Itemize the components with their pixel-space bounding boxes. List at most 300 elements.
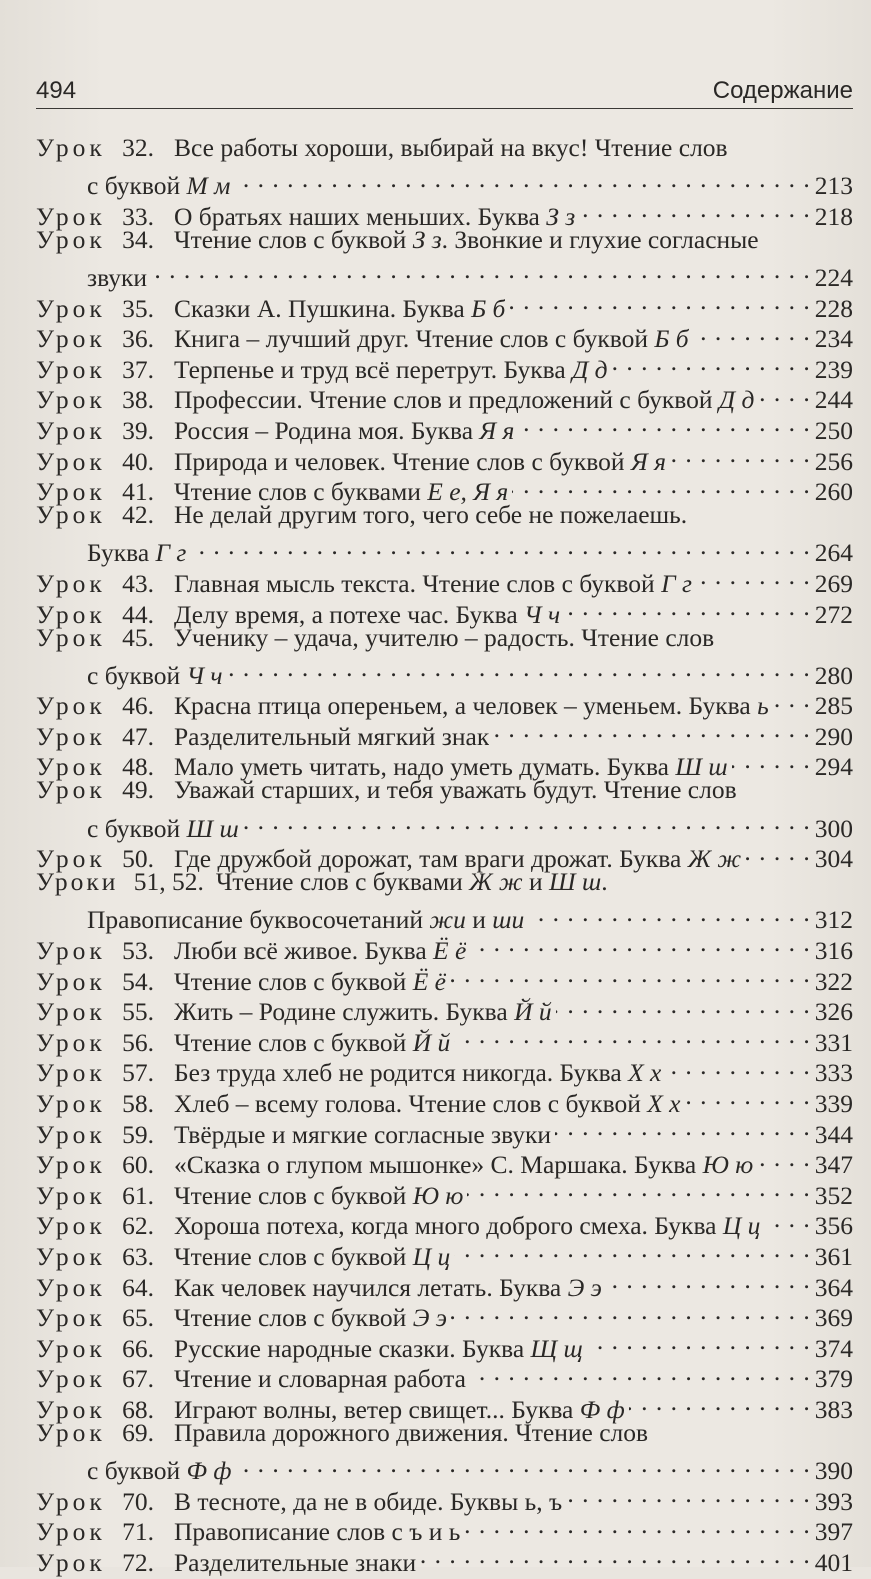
toc-line <box>36 745 853 782</box>
entry-title-text: Без труда хлеб не родится никогда. Буква <box>174 1058 629 1088</box>
entry-title-text: Жить – Родине служить. Буква <box>174 997 515 1027</box>
dot-leader <box>493 714 811 745</box>
entry-title-text: Чтение слов с буквой <box>174 1241 413 1271</box>
lesson-word: Урок <box>36 752 106 782</box>
letter-italic: Ф ф <box>186 1456 232 1486</box>
entry-title-text: Главная мысль текста. Чтение слов с буквой <box>174 568 662 598</box>
entry-title-text: с буквой <box>87 1456 187 1486</box>
toc-line <box>36 286 853 323</box>
toc-entry[interactable] <box>36 1051 853 1088</box>
lesson-word: Урок <box>36 997 106 1027</box>
entry-title-text: Хлеб – всему голова. Чтение слов с буквой <box>174 1089 648 1118</box>
lesson-word: Урок <box>36 844 106 874</box>
letter-italic: Э э <box>412 1303 448 1333</box>
dot-leader <box>732 745 811 776</box>
toc-line <box>36 898 853 935</box>
toc-line <box>36 1387 853 1424</box>
toc-entry[interactable] <box>36 1112 853 1149</box>
lesson-number: 41. <box>122 477 154 507</box>
toc-entry[interactable] <box>36 684 853 721</box>
toc-entry[interactable] <box>36 1081 853 1118</box>
entry-title-text: Терпенье и труд всё перетрут. Буква <box>174 354 573 384</box>
toc-line <box>36 439 853 476</box>
page-reference: 272 <box>814 599 853 629</box>
toc-entry[interactable] <box>36 745 853 782</box>
toc-entry[interactable] <box>36 990 853 1027</box>
lesson-number: 72. <box>122 1547 154 1577</box>
letter-italic: Щ щ <box>530 1333 583 1363</box>
letter-italic: Д д <box>572 354 608 384</box>
page-reference: 369 <box>814 1303 853 1333</box>
lesson-label <box>36 1418 174 1449</box>
entry-title-text: с буквой <box>87 660 187 690</box>
toc-line <box>36 684 853 721</box>
letter-italic: Ч ч <box>186 660 223 690</box>
letter-italic: М м <box>186 171 231 201</box>
dot-leader <box>528 898 811 929</box>
toc-line <box>36 561 853 598</box>
page-reference: 393 <box>814 1486 853 1516</box>
lesson-label <box>36 1548 174 1579</box>
dot-leader <box>579 194 811 225</box>
letter-italic: Е е, Я я <box>427 477 509 507</box>
page-reference: 361 <box>814 1241 853 1271</box>
page-reference: 326 <box>814 997 853 1027</box>
lesson-word: Урок <box>36 1547 106 1577</box>
toc-entry[interactable] <box>36 286 853 323</box>
page-reference: 280 <box>814 660 853 690</box>
lesson-number: 51, 52. <box>133 867 204 897</box>
page-reference: 300 <box>814 813 853 843</box>
page-reference: 333 <box>814 1058 853 1088</box>
toc-line <box>36 837 853 874</box>
entry-title-text: Россия – Родина моя. Буква <box>174 415 480 445</box>
page-reference: 322 <box>814 966 853 996</box>
page-reference: 285 <box>814 691 853 721</box>
letter-italic: ь <box>757 691 769 721</box>
page-reference: 347 <box>814 1150 853 1180</box>
toc-line <box>36 1234 853 1271</box>
lesson-number: 68. <box>122 1394 154 1424</box>
toc-line <box>36 1051 853 1088</box>
toc-entry[interactable] <box>36 1479 853 1516</box>
lesson-word: Уроки <box>36 867 119 897</box>
letter-italic: Ш ш <box>548 867 602 897</box>
entry-title-text: Твёрдые и мягкие согласные звуки <box>174 1119 552 1149</box>
lesson-word: Урок <box>36 966 106 996</box>
toc-entry[interactable] <box>36 317 853 354</box>
letter-italic: Ж ж <box>469 867 523 897</box>
dot-leader <box>470 1357 811 1388</box>
entry-title-text: Играют волны, ветер свищет... Буква <box>174 1394 580 1424</box>
lesson-word: Урок <box>36 1119 106 1149</box>
page-reference: 239 <box>814 354 853 384</box>
dot-leader <box>745 837 811 868</box>
toc-entry[interactable] <box>36 500 853 568</box>
page-reference: 312 <box>814 905 853 935</box>
toc-entry[interactable] <box>36 1540 853 1577</box>
entry-title-text: Разделительный мягкий знак <box>174 721 490 751</box>
toc-line <box>36 1449 853 1486</box>
toc-line <box>36 1326 853 1363</box>
lesson-number: 32. <box>122 133 154 162</box>
toc-line <box>36 1265 853 1302</box>
toc-entry[interactable] <box>36 837 853 874</box>
page-reference: 331 <box>814 1027 853 1057</box>
dot-leader <box>764 1204 810 1235</box>
toc-line <box>36 1479 853 1516</box>
page-reference: 213 <box>814 171 853 201</box>
page-reference: 304 <box>814 844 853 874</box>
lesson-number: 66. <box>122 1333 154 1363</box>
toc-entry[interactable] <box>36 714 853 751</box>
page-reference: 383 <box>814 1394 853 1424</box>
lesson-label <box>36 775 174 806</box>
page-reference: 290 <box>814 721 853 751</box>
page-reference: 379 <box>814 1364 853 1394</box>
toc-line <box>36 653 853 690</box>
toc-entry[interactable] <box>36 1417 853 1486</box>
lesson-word: Урок <box>36 1058 106 1088</box>
lesson-word: Урок <box>36 1517 106 1547</box>
lesson-number: 61. <box>122 1180 154 1210</box>
entry-title-text: «Сказка о глупом мышонке» С. Маршака. Буква <box>174 1150 703 1180</box>
letter-italic: Ё ё <box>433 936 467 966</box>
lesson-number: 42. <box>122 500 154 530</box>
lesson-number: 40. <box>122 446 154 476</box>
entry-title <box>174 133 728 164</box>
dot-leader <box>454 1020 811 1051</box>
toc-line <box>36 317 853 354</box>
toc-entry[interactable] <box>36 561 853 598</box>
lesson-word: Урок <box>36 446 106 476</box>
toc-entry[interactable] <box>36 408 853 445</box>
page-reference: 264 <box>814 538 853 568</box>
toc-line <box>36 990 853 1027</box>
lesson-number: 54. <box>122 966 154 996</box>
letter-italic: Ю ю <box>412 1180 464 1210</box>
toc-entry[interactable] <box>36 1387 853 1424</box>
entry-title-text: Профессии. Чтение слов и предложений с буквой <box>174 385 719 415</box>
toc-entry[interactable] <box>36 1234 853 1271</box>
entry-title-text: Делу время, а потехе час. Буква <box>174 599 525 629</box>
lesson-word: Урок <box>36 1211 106 1241</box>
lesson-number: 45. <box>122 622 154 652</box>
toc-line <box>36 1296 853 1333</box>
entry-title-text: с буквой <box>87 813 187 843</box>
lesson-number: 70. <box>122 1486 154 1516</box>
entry-title <box>174 225 759 256</box>
lesson-number: 35. <box>122 293 154 323</box>
letter-italic: Ш ш <box>186 813 239 843</box>
table-of-contents <box>36 133 853 1577</box>
toc-line <box>36 1112 853 1149</box>
lesson-word: Урок <box>36 293 106 323</box>
page-reference: 256 <box>814 446 853 476</box>
letter-italic: Э э <box>567 1272 602 1302</box>
lesson-word: Урок <box>36 1486 106 1516</box>
toc-entry[interactable] <box>36 775 853 843</box>
toc-entry[interactable] <box>36 622 853 690</box>
lesson-word: Урок <box>36 324 106 354</box>
lesson-number: 56. <box>122 1027 154 1057</box>
toc-entry[interactable] <box>36 1020 853 1057</box>
lesson-number: 69. <box>122 1417 154 1447</box>
page-reference: 250 <box>814 415 853 445</box>
dot-leader <box>450 959 811 990</box>
lesson-word: Урок <box>36 1333 106 1363</box>
lesson-word: Урок <box>36 1364 106 1394</box>
dot-leader <box>190 531 810 562</box>
entry-title-text: О братьях наших меньших. Буква <box>174 201 547 231</box>
toc-line <box>36 623 853 654</box>
entry-title-text: Правописание слов с ъ и ь <box>174 1517 461 1547</box>
letter-italic: З з <box>412 224 442 254</box>
dot-leader <box>234 164 810 195</box>
lesson-word: Урок <box>36 1241 106 1271</box>
letter-italic: Ч ч <box>524 599 561 629</box>
toc-line <box>36 806 853 843</box>
entry-title-text: Разделительные знаки <box>174 1547 417 1577</box>
lesson-label <box>36 623 174 654</box>
dot-leader <box>243 806 811 837</box>
page-reference: 401 <box>814 1547 853 1577</box>
dot-leader <box>454 1234 811 1265</box>
entry-title-text: Книга – лучший друг. Чтение слов с буквой <box>174 324 655 354</box>
letter-italic: Я я <box>479 415 515 445</box>
lesson-number: 71. <box>122 1517 154 1547</box>
lesson-word: Урок <box>36 936 106 966</box>
letter-italic: Г г <box>155 538 187 568</box>
toc-line <box>36 928 853 966</box>
toc-line <box>36 1143 853 1180</box>
lesson-number: 57. <box>122 1058 154 1088</box>
letter-italic: Д д <box>718 385 755 415</box>
page-reference: 364 <box>814 1272 853 1302</box>
toc-line <box>36 867 853 898</box>
lesson-label <box>36 225 174 256</box>
toc-entry[interactable] <box>36 439 853 476</box>
letter-italic: Б б <box>471 293 506 323</box>
letter-italic: Ш ш <box>675 752 728 782</box>
letter-italic: Г г <box>661 568 692 598</box>
lesson-number: 49. <box>122 775 154 805</box>
dot-leader <box>420 1540 811 1571</box>
toc-entry[interactable] <box>36 347 853 384</box>
toc-line <box>36 775 853 806</box>
letter-italic: Й й <box>514 997 552 1027</box>
dot-leader <box>566 1479 811 1510</box>
entry-title-text: Сказки А. Пушкина. Буква <box>174 293 472 323</box>
lesson-number: 34. <box>122 224 154 254</box>
toc-line <box>36 1540 853 1577</box>
entry-title-text: Чтение слов с буквой <box>174 966 413 996</box>
toc-entry[interactable] <box>36 959 853 996</box>
toc-line <box>36 714 853 751</box>
lesson-number: 44. <box>122 599 154 629</box>
dot-leader <box>629 1387 811 1418</box>
toc-line <box>36 1204 853 1241</box>
lesson-word: Урок <box>36 354 106 384</box>
page-reference: 397 <box>814 1517 853 1547</box>
entry-title-text: Правила дорожного движения. Чтение слов <box>174 1417 649 1447</box>
page-reference: 224 <box>814 262 853 292</box>
entry-title-text: Чтение слов с буквой <box>174 1027 413 1057</box>
toc-entry[interactable] <box>36 1326 853 1363</box>
toc-entry[interactable] <box>36 1357 853 1394</box>
lesson-number: 58. <box>122 1089 154 1118</box>
page-reference: 352 <box>814 1180 853 1210</box>
page-reference: 244 <box>814 385 853 415</box>
lesson-word: Урок <box>36 1027 106 1057</box>
lesson-word: Урок <box>36 133 106 162</box>
toc-entry[interactable] <box>36 928 853 966</box>
toc-entry[interactable] <box>36 867 853 935</box>
letter-italic: ши <box>492 905 525 935</box>
toc-entry[interactable] <box>36 224 853 292</box>
lesson-number: 67. <box>122 1364 154 1394</box>
letter-italic: Ю ю <box>702 1150 754 1180</box>
lesson-number: 63. <box>122 1241 154 1271</box>
entry-title-text: Не делай другим того, чего себе не пожелаешь. <box>174 500 688 530</box>
entry-title-text: Мало уметь читать, надо уметь думать. Буква <box>174 752 676 782</box>
lesson-word: Урок <box>36 201 106 231</box>
dot-leader <box>556 990 811 1021</box>
letter-italic: Х х <box>647 1089 681 1118</box>
lesson-number: 53. <box>122 936 154 966</box>
lesson-number: 59. <box>122 1119 154 1149</box>
toc-line <box>36 378 853 415</box>
entry-title-text: Ученику – удача, учителю – радость. Чтение слов <box>174 622 715 652</box>
toc-line <box>36 194 853 231</box>
dot-leader <box>555 1112 811 1143</box>
toc-line <box>36 164 853 201</box>
lesson-word: Урок <box>36 721 106 751</box>
toc-entry[interactable] <box>36 1143 853 1180</box>
dot-leader <box>758 378 810 409</box>
entry-title-text: Хороша потеха, когда много доброго смеха. Буква <box>174 1211 723 1241</box>
toc-entry[interactable] <box>36 470 853 507</box>
page-reference: 390 <box>814 1456 853 1486</box>
entry-title-text: В тесноте, да не в обиде. Буквы ь, ъ <box>174 1486 563 1516</box>
dot-leader <box>685 1081 811 1112</box>
dot-leader <box>151 255 811 286</box>
letter-italic: Й й <box>412 1027 451 1057</box>
lesson-label <box>36 867 216 898</box>
toc-line <box>36 959 853 996</box>
lesson-number: 62. <box>122 1211 154 1241</box>
toc-entry[interactable] <box>36 133 853 201</box>
dot-leader <box>564 592 811 623</box>
lesson-word: Урок <box>36 1150 106 1180</box>
lesson-number: 48. <box>122 752 154 782</box>
lesson-word: Урок <box>36 500 106 530</box>
lesson-word: Урок <box>36 385 106 415</box>
entry-title-text: Как человек научился летать. Буква <box>174 1272 568 1302</box>
page-reference: 294 <box>814 752 853 782</box>
toc-line <box>36 1173 853 1210</box>
dot-leader <box>612 347 811 378</box>
dot-leader <box>470 928 810 959</box>
toc-entry[interactable] <box>36 378 853 415</box>
toc-line <box>36 133 853 164</box>
toc-entry[interactable] <box>36 1296 853 1333</box>
entry-title-text: Чтение слов с буквой <box>174 224 413 254</box>
lesson-word: Урок <box>36 224 106 254</box>
toc-entry[interactable] <box>36 1173 853 1210</box>
letter-italic: Ф ф <box>579 1394 625 1424</box>
toc-entry[interactable] <box>36 194 853 231</box>
toc-entry[interactable] <box>36 1265 853 1302</box>
letter-italic: Ё ё <box>412 966 446 996</box>
toc-line <box>36 1081 853 1118</box>
lesson-number: 47. <box>122 721 154 751</box>
lesson-number: 50. <box>122 844 154 874</box>
lesson-number: 65. <box>122 1303 154 1333</box>
dot-leader <box>606 1265 811 1296</box>
letter-italic: Ж ж <box>687 844 742 874</box>
toc-line <box>36 255 853 292</box>
toc-line <box>36 1020 853 1057</box>
entry-title-text: Люби всё живое. Буква <box>174 936 434 966</box>
lesson-word: Урок <box>36 1417 106 1447</box>
toc-entry[interactable] <box>36 1204 853 1241</box>
lesson-word: Урок <box>36 1180 106 1210</box>
toc-entry[interactable] <box>36 592 853 629</box>
dot-leader <box>451 1296 811 1327</box>
page-reference: 339 <box>814 1089 853 1118</box>
dot-leader <box>512 470 810 501</box>
lesson-label <box>36 500 174 531</box>
dot-leader <box>696 561 811 592</box>
lesson-word: Урок <box>36 415 106 445</box>
toc-line <box>36 1357 853 1394</box>
lesson-word: Урок <box>36 691 106 721</box>
page-reference: 356 <box>814 1211 853 1241</box>
dot-leader <box>670 439 811 470</box>
entry-title-text: и <box>522 867 549 897</box>
lesson-number: 60. <box>122 1150 154 1180</box>
entry-title-text: . <box>601 867 608 897</box>
entry-title-text: и <box>465 905 493 935</box>
entry-title-text: Чтение слов с буквами <box>174 477 428 507</box>
entry-title <box>174 500 687 531</box>
letter-italic: Б б <box>654 324 689 354</box>
dot-leader <box>518 408 810 439</box>
entry-title-text: Русские народные сказки. Буква <box>174 1333 531 1363</box>
letter-italic: Ц ц <box>412 1241 451 1271</box>
lesson-number: 36. <box>122 324 154 354</box>
entry-title-text: Буква <box>87 538 156 568</box>
toc-line <box>36 347 853 384</box>
dot-leader <box>464 1510 810 1541</box>
dot-leader <box>227 653 811 684</box>
dot-leader <box>773 684 811 715</box>
entry-title-text: Уважай старших, и тебя уважать будут. Чтение слов <box>174 775 737 805</box>
dot-leader <box>693 317 811 348</box>
entry-title <box>174 1418 648 1449</box>
dot-leader <box>467 1173 810 1204</box>
lesson-number: 39. <box>122 415 154 445</box>
lesson-word: Урок <box>36 599 106 629</box>
letter-italic: Ц ц <box>722 1211 761 1241</box>
lesson-number: 55. <box>122 997 154 1027</box>
entry-title-text: с буквой <box>87 171 187 201</box>
page-reference: 260 <box>814 477 853 507</box>
toc-entry[interactable] <box>36 1510 853 1547</box>
toc-line <box>36 500 853 531</box>
dot-leader <box>509 286 810 317</box>
